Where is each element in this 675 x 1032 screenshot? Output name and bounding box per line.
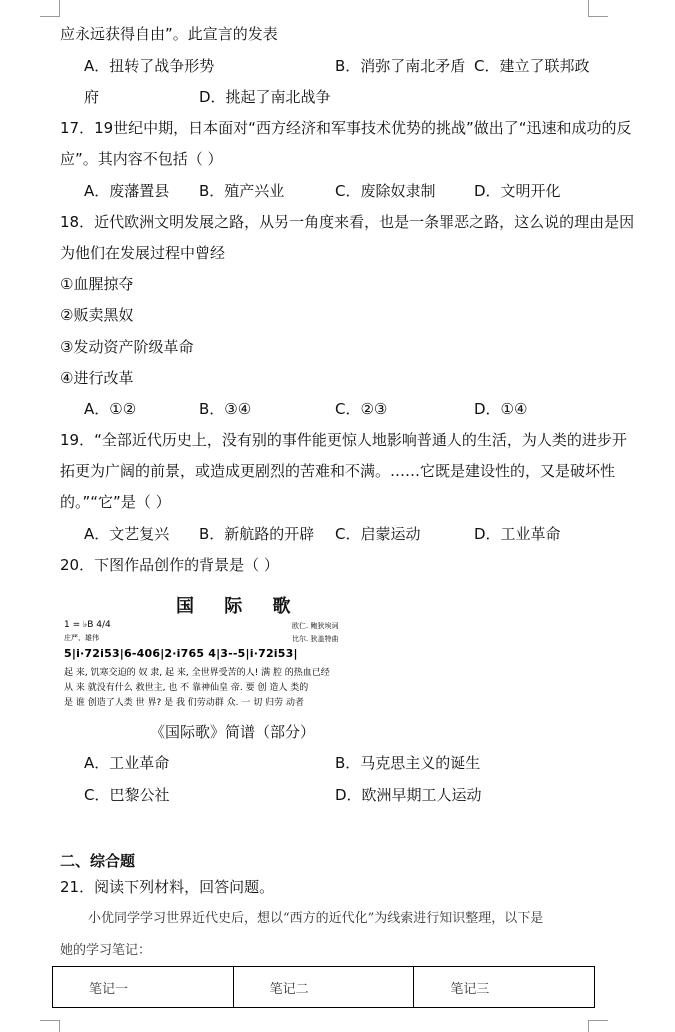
q16-option-b: B．消弥了南北矛盾: [335, 57, 466, 75]
crop-mark-top-right-h: [588, 16, 608, 17]
crop-mark-top-left-v: [59, 0, 60, 16]
section-2-heading: 二、综合题: [60, 852, 136, 870]
crop-mark-bottom-right-v: [588, 1020, 589, 1032]
q20-option-d: D．欧洲早期工人运动: [335, 786, 482, 804]
score-lyrics-line-2: 从 来 就没有什么 救世主, 也 不 靠神仙皇 帝. 要 创 造人 类的: [64, 683, 309, 693]
question-21-stem: 21．阅读下列材料，回答问题。: [60, 878, 275, 896]
score-lyricist: 欧仁. 鲍狄埃词: [292, 622, 339, 630]
crop-mark-bottom-right-h: [588, 1020, 608, 1021]
q16-option-d: D．挑起了南北战争: [199, 88, 331, 106]
q18-option-c: C．②③: [335, 400, 388, 418]
crop-mark-top-left-h: [40, 16, 60, 17]
question-19-line-2: 拓更为广阔的前景，或造成更剧烈的苦难和不满。……它既是建设性的，又是破坏性: [60, 462, 616, 480]
q19-option-b: B．新航路的开辟: [199, 525, 315, 543]
question-18-line-2: 为他们在发展过程中曾经: [60, 244, 226, 262]
q20-option-c: C．巴黎公社: [84, 786, 170, 804]
crop-mark-top-right-v: [588, 0, 589, 16]
question-17-line-1: 17．19世纪中期，日本面对“西方经济和军事技术优势的挑战”做出了“迅速和成功的反: [60, 119, 632, 137]
score-lyrics-line-1: 起 来, 饥寒交迫的 奴 隶, 起 来, 全世界受苦的人! 满 腔 的热血已经: [64, 668, 330, 678]
notes-table-header-row: [53, 967, 595, 1008]
score-tempo: 庄严、雄伟: [64, 634, 99, 642]
crop-mark-bottom-left-h: [40, 1020, 60, 1021]
q17-option-c: C．废除奴隶制: [335, 182, 436, 200]
q17-option-d: D．文明开化: [474, 182, 561, 200]
question-17-line-2: 应”。其内容不包括（ ）: [60, 150, 223, 168]
q18-item-2: ②贩卖黑奴: [60, 306, 134, 324]
q16-option-a: A．扭转了战争形势: [84, 57, 215, 75]
question-20-stem: 20．下图作品创作的背景是（ ）: [60, 556, 279, 574]
q16-option-c-continued: 府: [84, 88, 100, 106]
q18-option-b: B．③④: [199, 400, 252, 418]
q20-option-a: A．工业革命: [84, 754, 170, 772]
q16-option-c: C．建立了联邦政: [474, 57, 590, 75]
q20-option-b: B．马克思主义的诞生: [335, 754, 481, 772]
notes-header-2: 笔记二: [233, 967, 414, 1008]
score-key: 1 = ♭B 4/4: [64, 620, 111, 630]
q19-option-d: D．工业革命: [474, 525, 561, 543]
score-title: 国 际 歌: [176, 596, 303, 617]
q19-option-c: C．启蒙运动: [335, 525, 421, 543]
question-19-line-1: 19．“全部近代历史上，没有别的事件能更惊人地影响普通人的生活，为人类的进步开: [60, 431, 627, 449]
q21-material-line-1: 小优同学学习世界近代史后，想以“西方的近代化”为线索进行知识整理，以下是: [88, 911, 544, 926]
q21-material-line-2: 她的学习笔记：: [60, 943, 152, 958]
question-19-line-3: 的。”“它”是（ ）: [60, 493, 171, 511]
q18-item-1: ①血腥掠夺: [60, 275, 134, 293]
q18-item-3: ③发动资产阶级革命: [60, 338, 194, 356]
notes-table: [52, 966, 595, 1008]
q19-option-a: A．文艺复兴: [84, 525, 170, 543]
score-caption: 《国际歌》简谱（部分）: [150, 723, 316, 741]
question-18-line-1: 18．近代欧洲文明发展之路，从另一角度来看，也是一条罪恶之路，这么说的理由是因: [60, 213, 635, 231]
question-16-fragment: 应永远获得自由”。此宣言的发表: [60, 25, 278, 43]
notes-header-3: 笔记三: [414, 967, 595, 1008]
score-notes: 5|i·72i53|6-406|2·i765 4|3--5|i·72i53|: [64, 647, 298, 660]
crop-mark-bottom-left-v: [59, 1020, 60, 1032]
q17-option-b: B．殖产兴业: [199, 182, 285, 200]
q18-option-d: D．①④: [474, 400, 528, 418]
score-lyrics-line-3: 是 谁 创造了人类 世 界? 是 我 们劳动群 众. 一 切 归劳 动者: [64, 698, 304, 708]
score-composer: 比尔. 狄盖特曲: [292, 635, 339, 643]
q18-option-a: A．①②: [84, 400, 137, 418]
q17-option-a: A．废藩置县: [84, 182, 170, 200]
notes-header-1: 笔记一: [53, 967, 234, 1008]
q18-item-4: ④进行改革: [60, 369, 134, 387]
